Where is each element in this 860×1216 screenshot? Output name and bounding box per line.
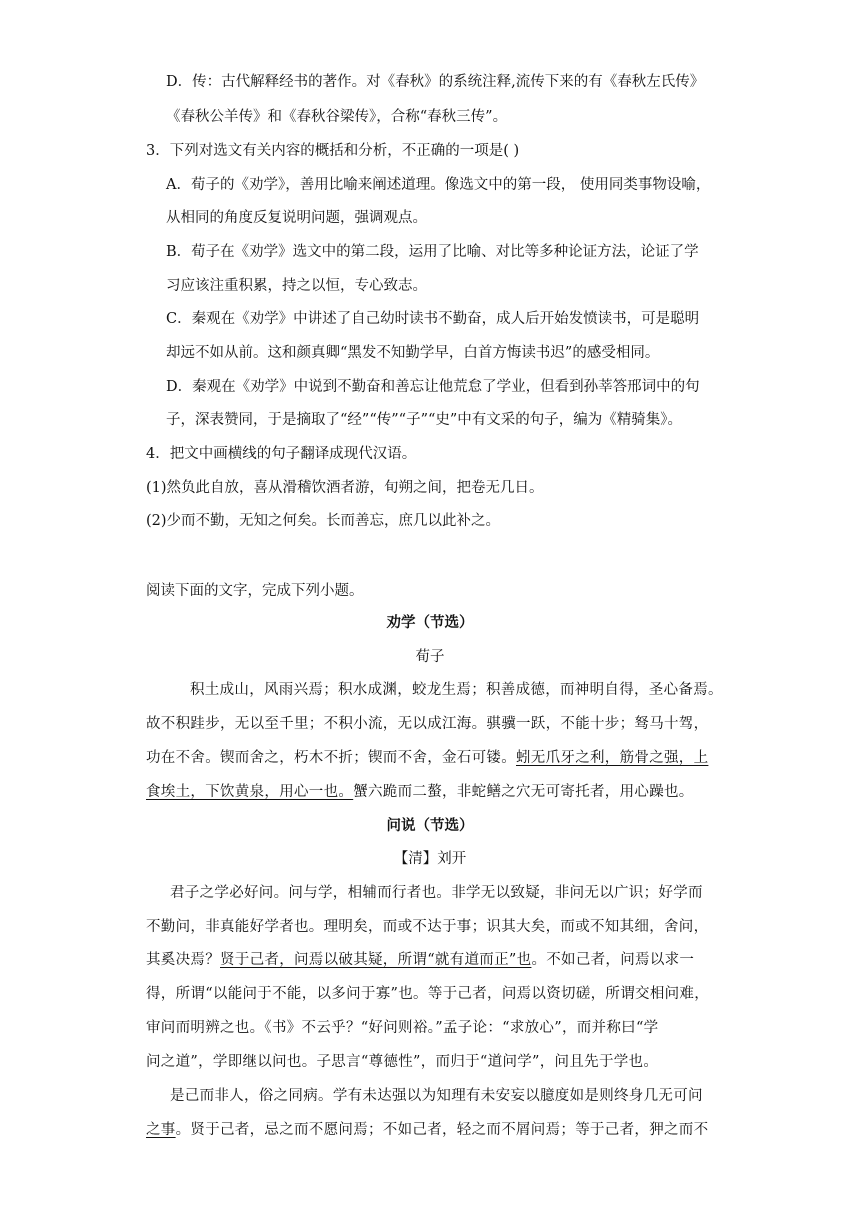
text1-line4-text: 蟹六跪而二螯，非蛇鳝之穴无可寄托者，用心躁也。 <box>353 784 694 800</box>
text1-underlined-sentence-part1: 蚓无爪牙之利，筋骨之强，上 <box>516 750 709 766</box>
text1-underlined-sentence-part2: 食埃土，下饮黄泉，用心一也。 <box>146 784 354 800</box>
text2-p1-line1: 君子之学必好问。问与学，相辅而行者也。非学无以致疑，非问无以广识；好学而 <box>170 885 703 901</box>
text1-title: 劝学（节选） <box>386 614 474 631</box>
q4-item-2: (2)少而不勤，无知之何矣。长而善忘，庶几以此补之。 <box>146 513 501 529</box>
text2-p1-line3 <box>146 950 694 970</box>
text2-p1-line6: 问之道”，学即继以问也。子思言“尊德性”，而归于“道问学”，问且先于学也。 <box>146 1054 659 1070</box>
text1-line3-text: 功在不舍。锲而舍之，朽木不折；锲而不舍，金石可镂。 <box>146 750 516 766</box>
q4-item-1: (1)然负此自放，喜从滑稽饮酒者游，旬朔之间，把卷无几日。 <box>146 480 544 496</box>
text2-p2-line1-text: 是己而非人，俗之同病。 <box>170 1088 333 1104</box>
text1-author: 荀子 <box>415 649 445 665</box>
q4-stem: 4．把文中画横线的句子翻译成现代汉语。 <box>146 446 417 462</box>
q3-option-a-line1: A．荀子的《劝学》，善用比喻来阐述道理。像选文中的第一段， 使用同类事物设喻， <box>166 177 711 193</box>
text1-line3 <box>146 748 708 768</box>
text2-p2-line2-text: 。贤于己者，忌之而不愿问焉；不如己者，轻之而不屑问焉；等于己者，狎之而不 <box>175 1122 709 1138</box>
text1-line2: 故不积跬步，无以至千里；不积小流，无以成江海。骐骥一跃，不能十步；驽马十驾， <box>146 716 709 732</box>
text2-p2-line1 <box>170 1086 703 1106</box>
text2-author: 【清】刘开 <box>393 851 467 867</box>
q3-option-c-line1: C．秦观在《劝学》中讲述了自己幼时读书不勤奋，成人后开始发愤读书，可是聪明 <box>166 311 700 327</box>
text2-p2-line2 <box>146 1120 708 1140</box>
q3-option-b-line1: B．荀子在《劝学》选文中的第二段，运用了比喻、对比等多种论证方法，论证了学 <box>166 244 699 260</box>
reading-instruction: 阅读下面的文字，完成下列小题。 <box>146 583 364 599</box>
text2-title: 问说（节选） <box>386 817 474 834</box>
q3-option-c-line2: 却远不如从前。这和颜真卿“黑发不知勤学早，白首方悔读书迟”的感受相同。 <box>166 345 660 361</box>
text1-line1: 积土成山，风雨兴焉；积水成渊，蛟龙生焉；积善成德，而神明自得，圣心备焉。 <box>190 682 723 698</box>
q3-option-b-line2: 习应该注重积累，持之以恒，专心致志。 <box>166 278 427 294</box>
text2-underlined-sentence-2: 之事 <box>146 1122 176 1138</box>
text2-p1-line5: 审问而明辨之也。《书》不云乎？“好问则裕。”孟子论：“求放心”，而并称曰“学 <box>146 1020 659 1036</box>
text1-line4 <box>146 782 694 802</box>
text2-p1-line3-tail: 。不如己者，问焉以求一 <box>531 952 695 968</box>
q2-option-d-line1: D．传：古代解释经书的著作。对《春秋》的系统注释,流传下来的有《春秋左氏传》 <box>166 74 705 90</box>
q3-option-d-line1: D．秦观在《劝学》中说到不勤奋和善忘让他荒怠了学业，但看到孙莘答邢词中的句 <box>166 379 700 395</box>
q2-option-d-line2: 《春秋公羊传》和《春秋谷梁传》，合称“春秋三传”。 <box>166 109 508 125</box>
q3-option-a-line2: 从相同的角度反复说明问题，强调观点。 <box>166 210 427 226</box>
text2-p2-unpunctuated-sentence: 学有未达强以为知理有未安妄以臆度如是则终身几无可问 <box>332 1088 703 1104</box>
q3-option-d-line2: 子，深表赞同，于是摘取了“经”“传”“子”“史”中有文采的句子，编为《精骑集》。 <box>166 412 683 428</box>
text2-p1-line2: 不勤问，非真能好学者也。理明矣，而或不达于事；识其大矣，而或不知其细，舍问， <box>146 919 709 935</box>
q3-stem: 3．下列对选文有关内容的概括和分析，不正确的一项是( ) <box>146 143 520 159</box>
text2-underlined-sentence-1: 贤于己者，问焉以破其疑，所谓“就有道而正”也 <box>220 952 532 968</box>
text2-p1-line3-text: 其奚决焉？ <box>146 952 220 968</box>
text2-p1-line4: 得，所谓“以能问于不能，以多问于寡”也。等于己者，问焉以资切磋，所谓交相问难， <box>146 986 710 1002</box>
